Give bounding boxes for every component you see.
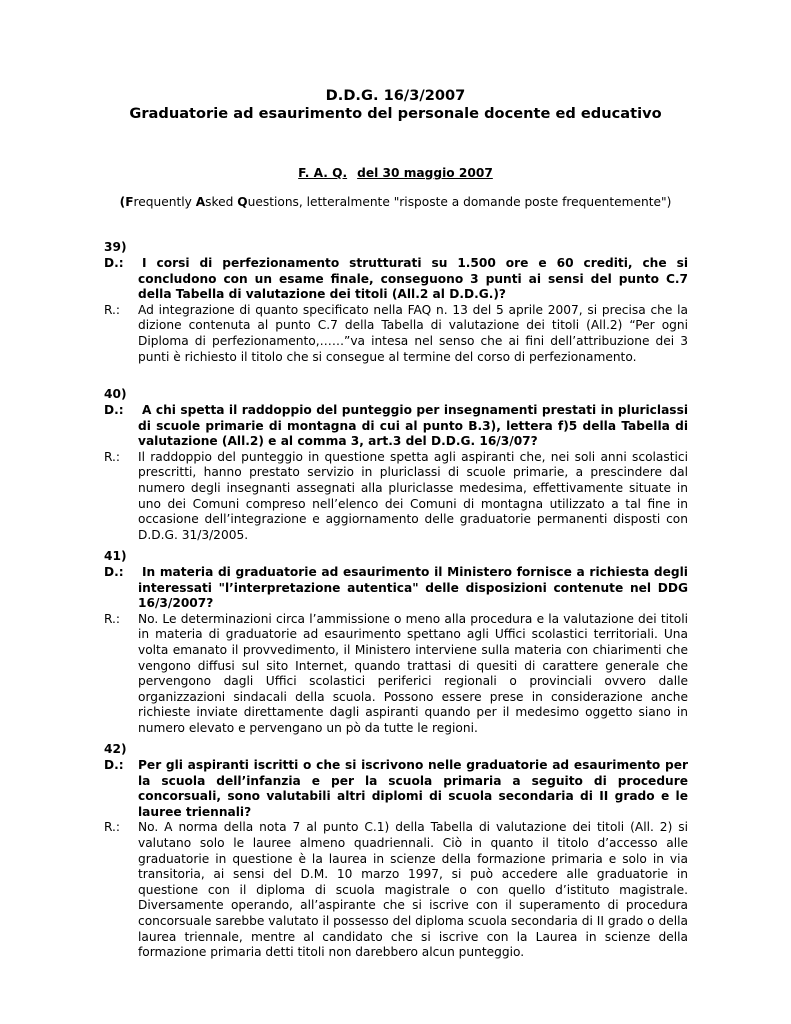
faq-explanation: [0, 194, 791, 210]
word-rest: uestions, letteralmente "risposte a domande poste frequentemente"): [247, 195, 672, 209]
question-row: [104, 256, 688, 303]
acronym-q: Q: [237, 195, 248, 209]
faq-item-42: [104, 742, 688, 961]
faq-heading: [0, 165, 791, 181]
question-row: [104, 758, 688, 820]
question-text: A chi spetta il raddoppio del punteggio per insegnamenti prestati in pluriclassi di scuole primarie di montagna di cui al punto B.3), lettera f)5 della Tabella di valutazione (All.2) e al comma 3, art.3 del D.D.G. 16/3/07?: [138, 403, 688, 449]
faq-prefix: F. A. Q.: [298, 166, 348, 180]
answer-label: R.:: [104, 302, 121, 317]
item-number: 40): [104, 387, 127, 401]
answer-label: R.:: [104, 820, 121, 835]
item-number: 42): [104, 742, 127, 756]
question-label: D.:: [104, 758, 124, 772]
question-text: In materia di graduatorie ad esaurimento il Ministero fornisce a richiesta degli interessati "l’interpretazione autentica" delle disposizioni contenute nel DDG 16/3/2007?: [138, 565, 688, 611]
faq-item-41: [104, 549, 688, 737]
answer-row: [104, 303, 688, 365]
faq-date: del 30 maggio 2007: [357, 166, 493, 180]
answer-label: R.:: [104, 611, 121, 626]
question-label: D.:: [104, 565, 124, 579]
answer-row: [104, 612, 688, 737]
answer-row: [104, 450, 688, 544]
answer-text: No. Le determinazioni circa l’ammissione o meno alla procedura e la valutazione dei titoli in materia di graduatorie ad esaurimento spettano agli Uffici scolastici territoriali. Una volta emanato il provvedimento, il Ministero interviene sulla materia con chiarimenti che vengono diffusi sul sito Internet, quando trattasi di quesiti di carattere generale che pervengono dagli Uffici scolastici periferici regionali o provinciali ovvero dalle organizzazioni sindacali della scuola. Possono essere prese in considerazione anche richieste inviate direttamente dagli aspiranti quando per il medesimo oggetto siano in numero elevato e pervengano un pò da tutte le regioni.: [138, 611, 688, 735]
item-number: 41): [104, 549, 127, 563]
answer-text: No. A norma della nota 7 al punto C.1) della Tabella di valutazione dei titoli (All. 2) si valutano solo le lauree almeno quadriennali. Ciò in quanto il titolo d’accesso alle graduatorie in questione è la laurea in scienze della formazione primaria e solo in via transitoria, ai sensi del D.M. 10 marzo 1997, si può accedere alle graduatorie in questione con il diploma di scuola magistrale o con quello d’istituto magistrale. Diversamente operando, all’aspirante che si iscrive con il superamento di procedura concorsuale sarebbe valutato il possesso del diploma scuola secondaria di II grado o della laurea triennale, mentre al candidato che si iscrive con la Laurea in scienze della formazione primaria detti titoli non darebbero alcun punteggio.: [138, 820, 688, 960]
question-text: I corsi di perfezionamento strutturati su 1.500 ore e 60 crediti, che si concludono con un esame finale, conseguono 3 punti ai sensi del punto C.7 della Tabella di valutazione dei titoli (All.2 al D.D.G.)?: [138, 256, 688, 302]
faq-item-39: [104, 240, 688, 365]
acronym-f: F: [125, 195, 134, 209]
question-row: [104, 565, 688, 612]
question-label: D.:: [104, 403, 124, 417]
answer-text: Il raddoppio del punteggio in questione spetta agli aspiranti che, nei soli anni scolastici prescritti, hanno prestato servizio in pluriclassi di scuole primarie, a prescindere dal numero degli insegnanti assegnati alla pluriclasse medesima, effettivamente situate in uno dei Comuni compreso nell’elenco dei Comuni di montagna utilizzato a tal fine in occasione dell’integrazione e aggiornamento delle graduatorie permanenti disposti con D.D.G. 31/3/2005.: [138, 449, 688, 542]
answer-label: R.:: [104, 449, 121, 464]
acronym-a: A: [195, 195, 206, 209]
item-number: 39): [104, 240, 127, 254]
answer-row: [104, 820, 688, 960]
answer-text: Ad integrazione di quanto specificato nella FAQ n. 13 del 5 aprile 2007, si precisa che la dizione contenuta al punto C.7 della Tabella di valutazione dei titoli (All.2) “Per ogni Diploma di perfezionamento,……”va intesa nel senso che ai fini dell’attribuzione dei 3 punti è richiesto il titolo che si consegue al termine del corso di perfezionamento.: [138, 302, 688, 364]
word-sked: sked: [205, 195, 238, 209]
faq-item-40: [104, 387, 688, 543]
paren-open: (: [119, 195, 126, 209]
question-label: D.:: [104, 256, 124, 270]
question-row: [104, 403, 688, 450]
word-requently: requently: [133, 195, 196, 209]
document-subtitle: Graduatorie ad esaurimento del personale docente ed educativo: [129, 105, 662, 122]
document-title: D.D.G. 16/3/2007: [325, 87, 466, 104]
question-text: Per gli aspiranti iscritti o che si iscrivono nelle graduatorie ad esaurimento per la scuola dell’infanzia e per la scuola primaria a seguito di procedure concorsuali, sono valutabili altri diplomi di scuola secondaria di II grado e le lauree triennali?: [138, 758, 688, 819]
